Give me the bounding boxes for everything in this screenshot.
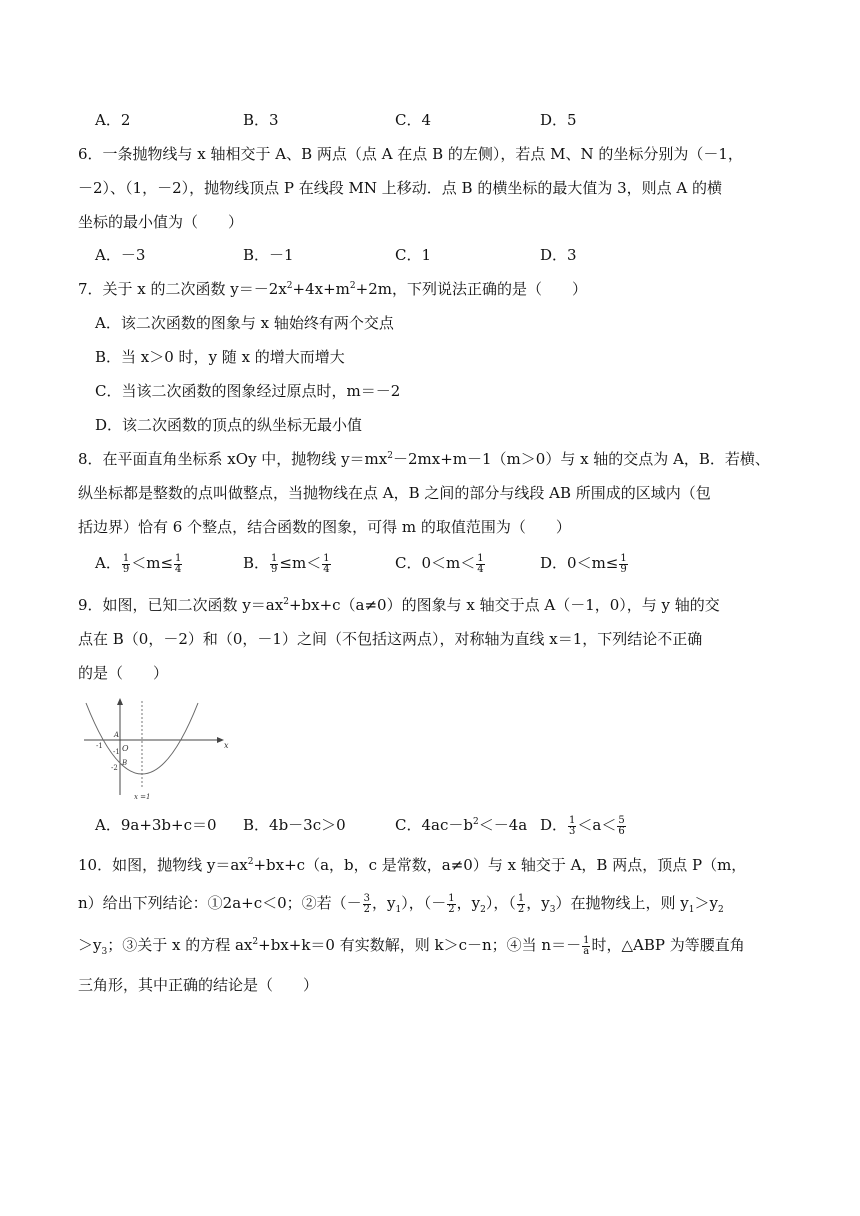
q9-d-label: D． — [540, 816, 568, 834]
q5-option-d: D．5 — [540, 111, 577, 129]
x-axis-arrow — [217, 737, 224, 743]
fraction-den: 2 — [363, 903, 371, 915]
x-axis-label: x — [224, 741, 229, 750]
fraction — [447, 894, 455, 915]
q8-d-label: D．0＜m≤ — [540, 554, 619, 572]
q6-option-a: A．－3 — [95, 246, 146, 264]
fraction — [270, 554, 278, 575]
q9-option-d — [540, 815, 627, 837]
fraction-den: a — [583, 945, 590, 957]
q8-option-c — [395, 553, 486, 575]
fraction — [517, 894, 525, 915]
text-run: +bx+k＝0 有实数解，则 k＞c－n；④当 n＝－ — [258, 936, 582, 954]
y-axis-arrow — [117, 698, 123, 705]
q8-option-a — [95, 553, 183, 575]
q9-c-pre: C．4ac－b — [395, 816, 473, 834]
fraction — [174, 554, 182, 575]
subscript: 2 — [717, 905, 724, 915]
fraction-den: 4 — [323, 563, 330, 575]
q9-c-exp: 2 — [472, 817, 479, 827]
q9-option-a: A．9a+3b+c＝0 — [95, 816, 217, 834]
q7-option-c: C．当该二次函数的图象经过原点时，m＝－2 — [95, 382, 401, 400]
fraction-num: 1 — [477, 552, 484, 564]
subscript: 3 — [549, 905, 556, 915]
q8-option-b — [243, 553, 332, 575]
q8-l1-exp: 2 — [387, 451, 393, 461]
fraction — [619, 554, 627, 575]
fraction-den: 9 — [271, 563, 278, 575]
fraction-num: 1 — [517, 892, 525, 904]
q10-l1-pre: 10．如图，抛物线 y＝ax — [78, 856, 248, 874]
text-run: ，y — [526, 894, 550, 912]
q9-line-1 — [78, 595, 720, 615]
text-run: ）在抛物线上，则 y — [555, 894, 689, 912]
fraction-den: 6 — [618, 825, 625, 837]
fraction — [582, 936, 590, 957]
q10-l1-post: +bx+c（a，b，c 是常数，a≠0）与 x 轴交于 A，B 两点，顶点 P（m， — [253, 856, 747, 874]
fraction — [568, 816, 576, 837]
q8-a-label: A． — [95, 554, 121, 572]
q8-c-label: C．0＜m＜ — [395, 554, 476, 572]
q9-c-post: ＜－4a — [478, 816, 528, 834]
q8-b-label: B． — [243, 554, 270, 572]
text-run: 时，△ABP 为等腰直角 — [591, 936, 745, 954]
tick-y-neg2: -2 — [111, 764, 118, 772]
tick-y-neg1: -1 — [113, 748, 120, 756]
q10-line-4: 三角形，其中正确的结论是（ ） — [78, 976, 319, 994]
q9-d-op: ＜a＜ — [577, 816, 617, 834]
q7-option-b: B．当 x＞0 时，y 随 x 的增大而增大 — [95, 348, 345, 366]
fraction-den: 2 — [448, 903, 455, 915]
q9-option-b: B．4b－3c＞0 — [243, 816, 346, 834]
q6-line-3: 坐标的最小值为（ ） — [78, 213, 244, 231]
fraction-den: 9 — [122, 563, 130, 575]
subscript: 1 — [688, 905, 695, 915]
q6-line-2: －2）、（1，－2），抛物线顶点 P 在线段 MN 上移动．点 B 的横坐标的最大值为 3，则点 A 的横 — [78, 179, 723, 197]
q9-l1-exp: 2 — [283, 597, 289, 607]
fraction-num: 1 — [569, 814, 576, 826]
fraction-num: 5 — [618, 814, 625, 826]
fraction — [122, 554, 130, 575]
symmetry-line-label: x =1 — [134, 793, 151, 801]
q5-option-a: A．2 — [95, 111, 131, 129]
fraction-num: 1 — [448, 892, 455, 904]
q7-exp-1: 2 — [286, 281, 293, 291]
q9-line-2: 点在 B（0，－2）和（0，－1）之间（不包括这两点），对称轴为直线 x＝1，下列结论不正确 — [78, 630, 703, 648]
q8-l1-pre: 8．在平面直角坐标系 xOy 中，抛物线 y＝mx — [78, 450, 388, 468]
q9-option-c — [395, 815, 527, 835]
fraction-den: 4 — [477, 563, 484, 575]
subscript: 2 — [480, 905, 486, 915]
q10-l1-exp: 2 — [247, 857, 254, 867]
q6-option-b: B．－1 — [243, 246, 294, 264]
fraction-num: 3 — [363, 892, 371, 904]
text-run: ＞y — [78, 936, 102, 954]
q10-line-2 — [78, 893, 724, 915]
q6-option-c: C．1 — [395, 246, 432, 264]
text-run: ），（－ — [401, 894, 447, 912]
fraction-num: 1 — [122, 552, 130, 564]
fraction-den: 4 — [175, 563, 182, 575]
text-run: ＞y — [694, 894, 718, 912]
q6-option-d: D．3 — [540, 246, 577, 264]
q7-exp-2: 2 — [349, 281, 356, 291]
subscript: 1 — [395, 905, 402, 915]
q7-stem-pre: 7．关于 x 的二次函数 y＝－2x — [78, 280, 287, 298]
fraction — [476, 554, 484, 575]
fraction-num: 1 — [583, 934, 590, 946]
q8-b-op: ≤m＜ — [279, 554, 322, 572]
superscript: 2 — [252, 937, 259, 947]
q5-option-b: B．3 — [243, 111, 279, 129]
fraction-den: 3 — [569, 825, 576, 837]
fraction-num: 1 — [271, 552, 278, 564]
subscript: 3 — [101, 947, 108, 957]
q8-l1-post: －2mx+m－1（m＞0）与 x 轴的交点为 A，B．若横、 — [392, 450, 770, 468]
q9-line-3: 的是（ ） — [78, 664, 169, 682]
fraction — [363, 894, 371, 915]
q7-stem-post: +2m，下列说法正确的是（ ） — [355, 280, 587, 298]
fraction-num: 1 — [323, 552, 330, 564]
origin-label: O — [122, 744, 129, 753]
q10-line-1 — [78, 855, 746, 875]
q5-option-c: C．4 — [395, 111, 432, 129]
tick-x-neg1: -1 — [96, 742, 103, 750]
q9-parabola-figure — [82, 695, 232, 803]
fraction — [617, 816, 625, 837]
q8-a-op: ＜m≤ — [131, 554, 174, 572]
text-run: ；③关于 x 的方程 ax — [107, 936, 253, 954]
q6-line-1: 6．一条抛物线与 x 轴相交于 A、B 两点（点 A 在点 B 的左侧），若点 M、N 的坐标分别为（－1， — [78, 145, 743, 163]
text-run: n）给出下列结论：①2a+c＜0；②若（－ — [78, 894, 362, 912]
q7-stem — [78, 279, 587, 299]
fraction-num: 1 — [620, 552, 627, 564]
q8-line-1 — [78, 449, 770, 469]
text-run: ，y — [372, 894, 396, 912]
q7-option-a: A．该二次函数的图象与 x 轴始终有两个交点 — [95, 314, 394, 332]
q7-stem-mid: +4x+m — [292, 280, 350, 298]
fraction — [322, 554, 330, 575]
q8-line-2: 纵坐标都是整数的点叫做整点，当抛物线在点 A，B 之间的部分与线段 AB 所围成的区域内（包 — [78, 484, 711, 502]
q9-l1-pre: 9．如图，已知二次函数 y＝ax — [78, 596, 284, 614]
q7-option-d: D．该二次函数的顶点的纵坐标无最小值 — [95, 416, 363, 434]
text-run: ，y — [456, 894, 481, 912]
fraction-den: 9 — [620, 563, 627, 575]
q10-line-3 — [78, 935, 745, 957]
fraction-den: 2 — [517, 903, 525, 915]
point-b-label: B — [122, 759, 128, 767]
q8-option-d — [540, 553, 629, 575]
text-run: ），（ — [485, 894, 516, 912]
point-a-label: A — [114, 731, 120, 739]
q8-line-3: 括边界）恰有 6 个整点，结合函数的图象，可得 m 的取值范围为（ ） — [78, 518, 571, 536]
q9-l1-post: +bx+c（a≠0）的图象与 x 轴交于点 A（－1，0），与 y 轴的交 — [288, 596, 720, 614]
fraction-num: 1 — [175, 552, 182, 564]
